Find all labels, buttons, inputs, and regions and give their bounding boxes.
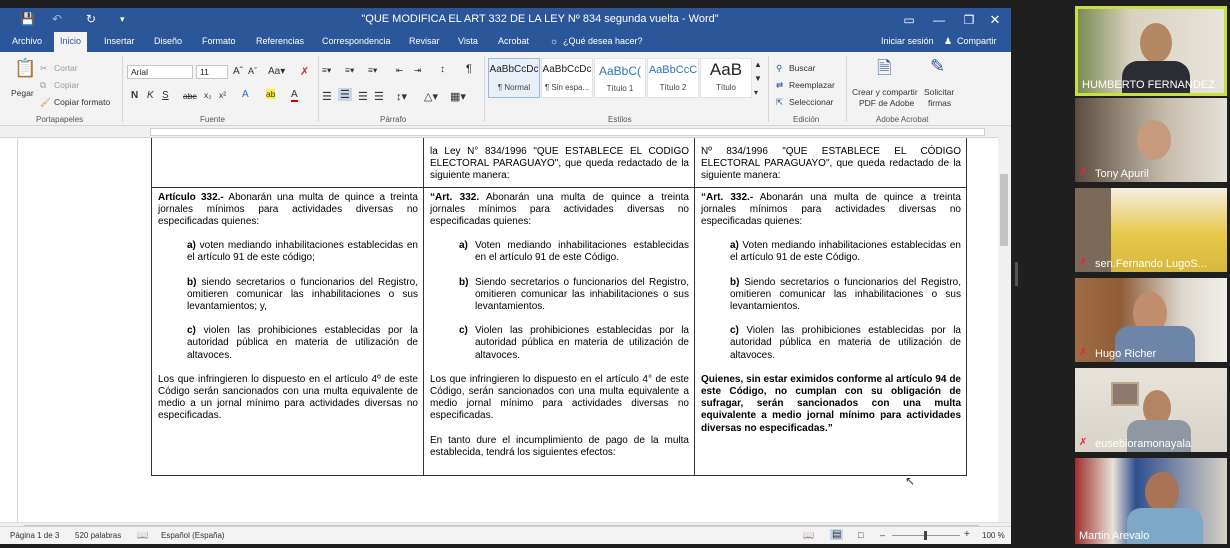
tab-vista[interactable]: Vista: [458, 36, 478, 46]
clear-format-icon[interactable]: ✗: [300, 66, 310, 78]
table-cell-second-version: [695, 187, 967, 475]
tab-formato[interactable]: Formato: [202, 36, 236, 46]
vertical-scrollbar[interactable]: [998, 126, 1011, 522]
tab-insertar[interactable]: Insertar: [104, 36, 135, 46]
web-layout-icon[interactable]: □: [858, 530, 864, 540]
item-letter: b): [187, 276, 197, 288]
participant-name: Martin Arevalo: [1079, 530, 1150, 542]
muted-mic-icon: ✗: [1079, 257, 1088, 268]
item-text: Siendo secretarios o funcionarios del Registro, omitieren comunicar las inhabilitaciones o sus levantamientos.: [730, 276, 961, 313]
read-mode-icon[interactable]: 📖: [803, 530, 815, 540]
article-text: Abonarán una multa de quince a treinta jornales mínimos para actividades diversas no especificadas quienes:: [430, 191, 689, 228]
style-heading-2[interactable]: [647, 58, 699, 98]
font-group-label: Fuente: [200, 115, 225, 124]
zoom-level[interactable]: 100 %: [982, 531, 1005, 540]
replace-icon: ⇄: [776, 80, 784, 90]
select-icon: ⇱: [776, 97, 784, 107]
style-no-spacing[interactable]: [541, 58, 593, 98]
numbering-icon[interactable]: ≡▾: [345, 65, 355, 75]
styles-group-label: Estilos: [608, 115, 632, 124]
title-bar: [0, 8, 1011, 32]
style-heading-1-sample: AaBbC(: [598, 64, 642, 78]
style-title[interactable]: [700, 58, 752, 98]
undo-icon[interactable]: ↶: [52, 12, 63, 26]
multilevel-list-icon[interactable]: ≡▾: [368, 65, 378, 75]
underline-icon[interactable]: S: [162, 90, 169, 101]
lightbulb-icon: ☼: [550, 36, 559, 46]
participant-name: Hugo Richer: [1095, 348, 1157, 360]
subscript-icon[interactable]: x₂: [204, 90, 212, 100]
item-letter: b): [459, 276, 469, 288]
align-right-icon[interactable]: ☰: [358, 91, 368, 103]
copy-icon: ⧉: [40, 80, 47, 90]
style-no-spacing-name: ¶ Sin espa...: [544, 83, 590, 92]
participant-tile[interactable]: [1075, 278, 1227, 362]
ribbon-tabs: [0, 32, 1011, 52]
justify-icon[interactable]: ☰: [374, 91, 384, 103]
highlight-icon[interactable]: ab: [266, 89, 276, 99]
horizontal-ruler[interactable]: [0, 126, 1000, 138]
styles-scroll-up-icon[interactable]: ▲: [754, 60, 762, 69]
clipboard-group-label: Portapapeles: [36, 115, 84, 124]
closing-text: Los que infringieren lo dispuesto en el artículo 4º de este Código serán sancionados con una multa equivalente de medio a un jornal mínimo para actividades diversas no especificadas.: [158, 373, 418, 422]
find-button[interactable]: Buscar: [789, 63, 816, 73]
comparison-table: [151, 138, 967, 476]
item-text: Violen las prohibiciones establecidas por la autoridad pública en materia de utilización de altavoces.: [475, 325, 689, 361]
item-text: siendo secretarios o funcionarios del Registro, omitieren comunicar las inhabilitaciones o sus levantamientos; y,: [187, 276, 418, 313]
scissors-icon: ✂: [40, 63, 48, 73]
item-text: Voten mediando inhabilitaciones establecidas en el artículo 91 de este Código.: [475, 240, 689, 264]
ribbon-options-icon[interactable]: ▭: [903, 13, 915, 27]
strikethrough-icon[interactable]: abc: [183, 91, 197, 101]
acrobat-group-label: Adobe Acrobat: [876, 115, 929, 124]
paragraph-group-label: Párrafo: [380, 115, 407, 124]
style-heading-2-name: Título 2: [659, 83, 687, 92]
zoom-in-icon[interactable]: +: [964, 529, 970, 540]
style-heading-1[interactable]: [594, 58, 646, 98]
table-cell: [152, 138, 424, 187]
copy-button[interactable]: Copiar: [54, 80, 80, 90]
sign-in-link[interactable]: Iniciar sesión: [881, 36, 934, 46]
closing-text: Quienes, sin estar eximidos conforme al artículo 94 de este Código, no cumplan con su obligación de sufragar, serán sancionados con una multa equivalente a medio jornal mínimo para actividades diversas no especificadas.”: [701, 373, 961, 434]
tab-inicio[interactable]: Inicio: [54, 32, 87, 52]
align-left-icon[interactable]: ☰: [322, 91, 332, 103]
create-pdf-button[interactable]: Crear y compartir: [852, 87, 918, 97]
wall-frame: [1111, 382, 1139, 406]
tab-archivo[interactable]: Archivo: [12, 36, 43, 46]
item-letter: c): [459, 325, 468, 337]
group-separator: [768, 56, 769, 122]
cell-text: la Ley N° 834/1996 "QUE ESTABLECE EL CODIGO ELECTORAL PARAGUAYO", que queda redactado de la siguiente manera:: [430, 146, 689, 182]
zoom-out-icon[interactable]: –: [880, 530, 886, 540]
save-icon[interactable]: 💾: [20, 12, 35, 26]
tab-revisar[interactable]: Revisar: [409, 36, 440, 46]
align-center-icon[interactable]: ☰: [340, 89, 350, 101]
item-letter: c): [730, 325, 739, 337]
bold-icon[interactable]: N: [131, 90, 139, 101]
participant-tile[interactable]: [1075, 368, 1227, 452]
muted-mic-icon: ✗: [1079, 347, 1088, 358]
group-separator: [318, 56, 319, 122]
muted-mic-icon: ✗: [1079, 437, 1088, 448]
article-text: Abonarán una multa de quince a treinta jornales mínimos para actividades diversas no especificadas quienes:: [158, 191, 418, 228]
increase-indent-icon[interactable]: ⇥: [414, 65, 422, 75]
participant-name: eusebioramonayala: [1095, 438, 1192, 450]
create-pdf-button-line2: PDF de Adobe: [859, 98, 915, 108]
style-normal-name: ¶ Normal: [497, 83, 531, 92]
tab-acrobat[interactable]: Acrobat: [498, 36, 530, 46]
participant-name: HUMBERTO FERNANDEZ: [1082, 79, 1215, 91]
font-size-box[interactable]: 11: [196, 65, 228, 79]
pilcrow-icon[interactable]: ¶: [466, 63, 472, 75]
table-cell: [424, 138, 695, 187]
tab-referencias[interactable]: Referencias: [256, 36, 305, 46]
muted-mic-icon: ✗: [1079, 167, 1088, 178]
print-layout-icon[interactable]: ▤: [832, 529, 842, 540]
style-heading-2-sample: AaBbCcC: [648, 64, 698, 76]
participant-tile[interactable]: [1075, 188, 1227, 272]
style-no-spacing-sample: AaBbCcDc: [542, 64, 592, 75]
style-title-sample: AaB: [709, 60, 743, 79]
sort-icon[interactable]: ↕: [440, 64, 445, 75]
language[interactable]: Español (España): [161, 531, 225, 540]
item-text: Siendo secretarios o funcionarios del Registro, omitieren comunicar las inhabilitaciones o sus levantamientos.: [475, 276, 689, 313]
participant-face: [1145, 472, 1179, 512]
borders-icon[interactable]: ▦▾: [450, 91, 466, 103]
item-text: Violen las prohibiciones establecidas por la autoridad pública en materia de utilización de altavoces.: [730, 325, 961, 361]
word-count[interactable]: 520 palabras: [75, 531, 122, 540]
article-heading: “Art. 332.-: [701, 191, 754, 203]
document-area[interactable]: [20, 138, 998, 522]
item-letter: b): [730, 276, 740, 288]
item-text: Voten mediando inhabilitaciones establecidas en el artículo 91 de este Código.: [730, 240, 961, 264]
shading-icon[interactable]: △▾: [424, 91, 438, 103]
item-letter: a): [187, 240, 196, 252]
item-letter: a): [730, 240, 739, 252]
mouse-cursor-icon: ↖: [905, 474, 916, 488]
request-signatures-icon[interactable]: ✎: [930, 56, 946, 76]
superscript-icon[interactable]: x²: [219, 90, 227, 100]
paste-icon[interactable]: 📋: [14, 58, 37, 78]
item-text: violen las prohibiciones establecidas por la autoridad pública en materia de utilización de altavoces.: [187, 325, 418, 361]
create-pdf-icon[interactable]: 🗎: [877, 58, 892, 78]
participant-tile[interactable]: [1075, 458, 1227, 544]
italic-icon[interactable]: K: [147, 90, 154, 101]
minimize-button[interactable]: —: [933, 13, 945, 27]
format-painter-button[interactable]: Copiar formato: [54, 97, 111, 107]
style-normal-sample: AaBbCcDc: [489, 64, 539, 75]
select-button[interactable]: Seleccionar: [789, 97, 834, 107]
item-letter: c): [187, 325, 196, 337]
share-button[interactable]: Compartir: [957, 36, 997, 46]
style-title-name: Título: [715, 83, 736, 92]
style-heading-1-name: Título 1: [606, 84, 634, 93]
styles-more-icon[interactable]: ▾: [754, 88, 759, 97]
article-heading: “Art. 332.: [430, 191, 480, 203]
article-heading: Artículo 332.-: [158, 191, 224, 203]
table-row: [152, 138, 967, 187]
table-row: [152, 187, 967, 475]
user-icon: ♟: [944, 36, 953, 46]
group-separator: [484, 56, 485, 122]
status-bar: [0, 526, 1011, 544]
group-separator: [122, 56, 123, 122]
vertical-ruler[interactable]: [8, 138, 18, 522]
restore-button[interactable]: ❐: [963, 13, 975, 27]
item-text: voten mediando inhabilitaciones establecidas en el artículo 91 de este código;: [187, 240, 418, 264]
zoom-slider-thumb[interactable]: [924, 531, 927, 540]
line-spacing-icon[interactable]: ↕▾: [396, 91, 408, 103]
window-title: "QUE MODIFICA EL ART 332 DE LA LEY Nº 834 segunda vuelta - Word": [361, 13, 719, 25]
close-button[interactable]: ✕: [989, 12, 1001, 27]
extra-text: En tanto dure el incumplimiento de pago de la multa establecida, tendrá los siguientes efectos:: [430, 434, 689, 458]
replace-button[interactable]: Reemplazar: [789, 80, 835, 90]
bullets-icon[interactable]: ≡▾: [322, 65, 332, 75]
change-case-icon[interactable]: Aa▾: [268, 66, 286, 77]
request-signatures-button[interactable]: Solicitar: [924, 87, 955, 97]
item-letter: a): [459, 240, 468, 252]
text-effects-icon[interactable]: A: [242, 89, 249, 100]
participant-name: Tony Apuril: [1095, 168, 1149, 180]
cell-text: Nº 834/1996 "QUE ESTABLECE EL CÓDIGO ELECTORAL PARAGUAYO", que queda redactado de la siguiente manera:: [701, 146, 961, 182]
article-text: Abonarán una multa de quince a treinta jornales mínimos para actividades diversas no especificadas quienes:: [701, 191, 961, 228]
participant-tile[interactable]: [1075, 98, 1227, 182]
editing-group-label: Edición: [793, 115, 820, 124]
page-count[interactable]: Página 1 de 3: [10, 531, 60, 540]
word-window: [0, 8, 1011, 544]
table-cell: [695, 138, 967, 187]
style-normal[interactable]: [488, 58, 540, 98]
styles-scroll-down-icon[interactable]: ▼: [754, 74, 762, 83]
font-name-box[interactable]: Arial: [127, 65, 193, 79]
participant-name: sen.Fernando LugoS...: [1095, 258, 1207, 270]
ribbon: [0, 52, 1011, 126]
panel-resize-handle[interactable]: [1015, 262, 1018, 286]
table-cell-current-law: [152, 187, 424, 475]
shrink-font-icon[interactable]: Aˇ: [248, 66, 257, 76]
decrease-indent-icon[interactable]: ⇤: [396, 65, 404, 75]
scroll-thumb[interactable]: [1000, 174, 1008, 246]
ruler-track: [150, 128, 985, 136]
customize-qat-icon[interactable]: ▾: [120, 14, 125, 24]
brush-icon: 🖌: [40, 97, 51, 107]
participant-face: [1137, 120, 1171, 160]
redo-icon[interactable]: ↻: [86, 12, 97, 26]
group-separator: [846, 56, 847, 122]
table-cell-first-version: [424, 187, 695, 475]
tell-me-input[interactable]: ¿Qué desea hacer?: [563, 36, 643, 46]
participant-face: [1140, 23, 1172, 63]
request-signatures-line2: firmas: [928, 98, 952, 108]
proofing-icon[interactable]: 📖: [137, 530, 149, 540]
grow-font-icon[interactable]: Aˆ: [233, 66, 243, 77]
paste-button[interactable]: Pegar: [11, 88, 34, 98]
tab-correspondencia[interactable]: Correspondencia: [322, 36, 391, 46]
search-icon: ⚲: [776, 63, 783, 73]
participant-tile[interactable]: [1075, 6, 1227, 96]
closing-text: Los que infringieren lo dispuesto en el artículo 4° de este Código, serán sancionados con una multa equivalente a medio jornal mínimo para actividades diversas no especificadas.: [430, 373, 689, 422]
font-color-icon[interactable]: A: [291, 89, 298, 100]
cut-button[interactable]: Cortar: [54, 63, 78, 73]
tab-diseno[interactable]: Diseño: [154, 36, 183, 46]
